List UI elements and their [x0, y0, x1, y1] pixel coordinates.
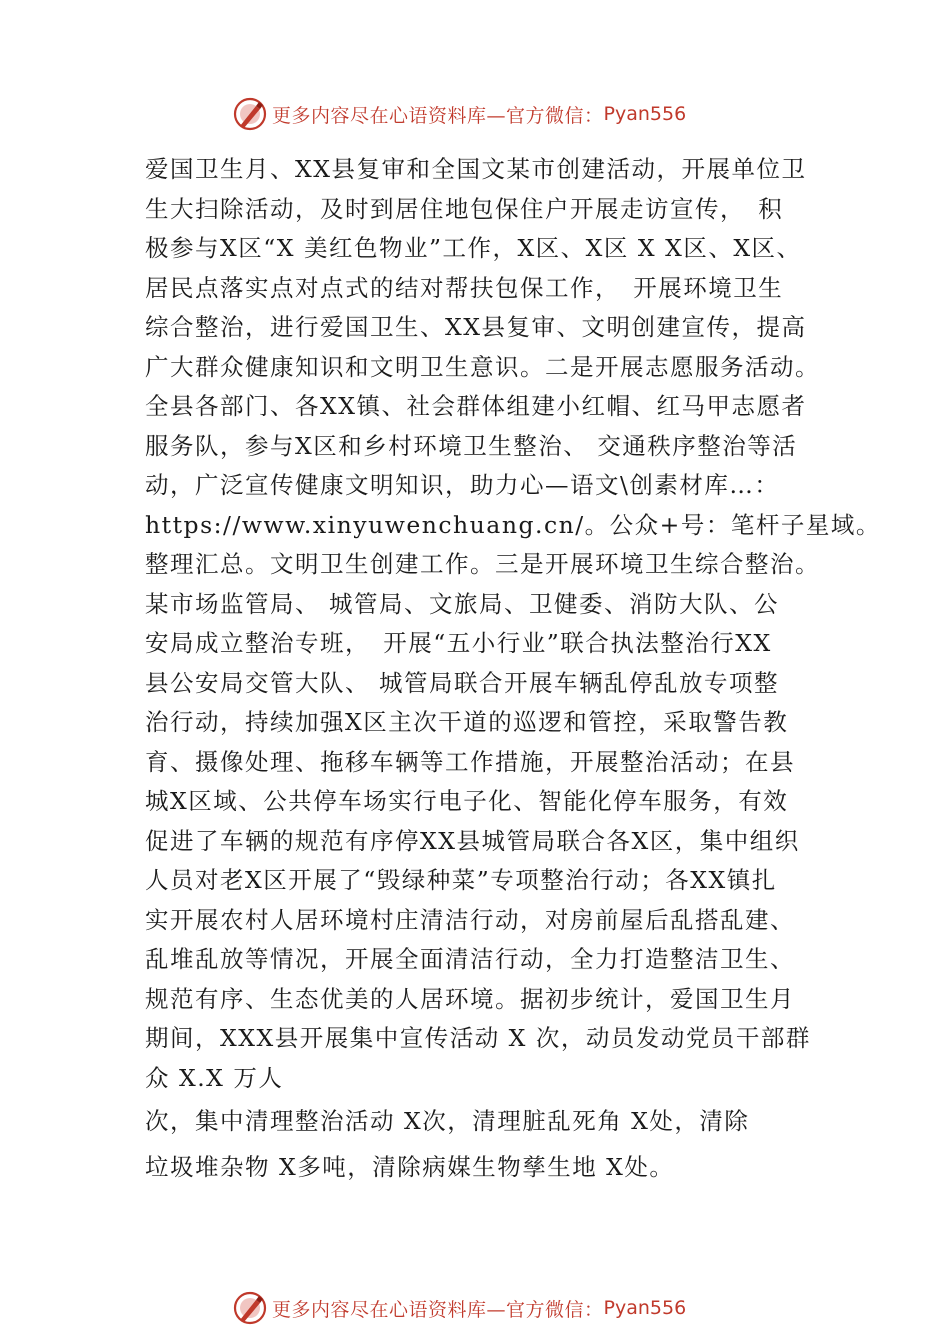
body-line: 爱国卫生月、XX县复审和全国文某市创建活动，开展单位卫	[145, 155, 807, 183]
body-line: 动，广泛宣传健康文明知识，助力心—语文\创素材库…：	[145, 471, 780, 499]
body-line: 极参与X区“X 美红色物业”工作，X区、X区 X X区、X区、	[145, 234, 802, 262]
body-line: 垃圾堆杂物 X多吨，清除病媒生物孳生地 X处。	[145, 1152, 675, 1181]
body-line: 促进了车辆的规范有序停XX县城管局联合各X区，集中组织	[145, 826, 800, 855]
header-watermark	[232, 94, 752, 134]
body-line: 规范有序、生态优美的人居环境。据初步统计，爱国卫生月	[145, 984, 795, 1013]
document-body	[145, 150, 881, 1187]
body-line: 众 X.X 万人	[145, 1063, 284, 1092]
pen-logo-icon	[232, 1290, 268, 1326]
footer-watermark	[232, 1288, 752, 1328]
body-line: 居民点落实点对点式的结对帮扶包保工作， 开展环境卫生	[145, 273, 784, 302]
body-line: 治行动，持续加强X区主次干道的巡逻和管控，采取警告教	[145, 708, 789, 736]
watermark-wechat-id: Pyan556	[603, 1297, 687, 1319]
body-line: 服务队，参与X区和乡村环境卫生整治、 交通秩序整治等活	[145, 431, 798, 460]
body-line: 育、摄像处理、拖移车辆等工作措施，开展整治活动；在县	[145, 747, 795, 776]
body-line: 县公安局交管大队、 城管局联合开展车辆乱停乱放专项整	[145, 668, 779, 697]
body-line: 次，集中清理整治活动 X次，清理脏乱死角 X处，清除	[145, 1107, 750, 1135]
body-line: 实开展农村人居环境村庄清洁行动，对房前屋后乱搭乱建、	[145, 905, 795, 934]
body-line: 人员对老X区开展了“毁绿种菜”专项整治行动；各XX镇扎	[145, 866, 777, 894]
body-line: 全县各部门、各XX镇、社会群体组建小红帽、红马甲志愿者	[145, 392, 807, 420]
watermark-text: 更多内容尽在心语资料库—官方微信：	[272, 1298, 604, 1321]
body-line: 生大扫除活动，及时到居住地包保住户开展走访宣传， 积	[145, 194, 784, 223]
body-line: 安局成立整治专班， 开展“五小行业”联合执法整治行XX	[145, 629, 772, 657]
body-line: 期间，XXX县开展集中宣传活动 X 次，动员发动党员干部群	[145, 1024, 811, 1052]
body-line: 整理汇总。文明卫生创建工作。三是开展环境卫生综合整治。	[145, 550, 820, 578]
body-line-url: https://www.xinyuwenchuang.cn/。公众+号：笔杆子星域。	[145, 510, 881, 539]
body-line: 某市场监管局、 城管局、文旅局、卫健委、消防大队、公	[145, 589, 779, 618]
body-line: 城X区域、公共停车场实行电子化、智能化停车服务，有效	[145, 787, 789, 815]
body-line: 综合整治，进行爱国卫生、XX县复审、文明创建宣传，提高	[145, 313, 807, 341]
body-line: 乱堆乱放等情况，开展全面清洁行动，全力打造整洁卫生、	[145, 945, 795, 973]
pen-logo-icon	[232, 96, 268, 132]
watermark-wechat-id: Pyan556	[603, 103, 687, 125]
watermark-text: 更多内容尽在心语资料库—官方微信：	[272, 104, 604, 127]
body-line: 广大群众健康知识和文明卫生意识。二是开展志愿服务活动。	[145, 352, 820, 381]
